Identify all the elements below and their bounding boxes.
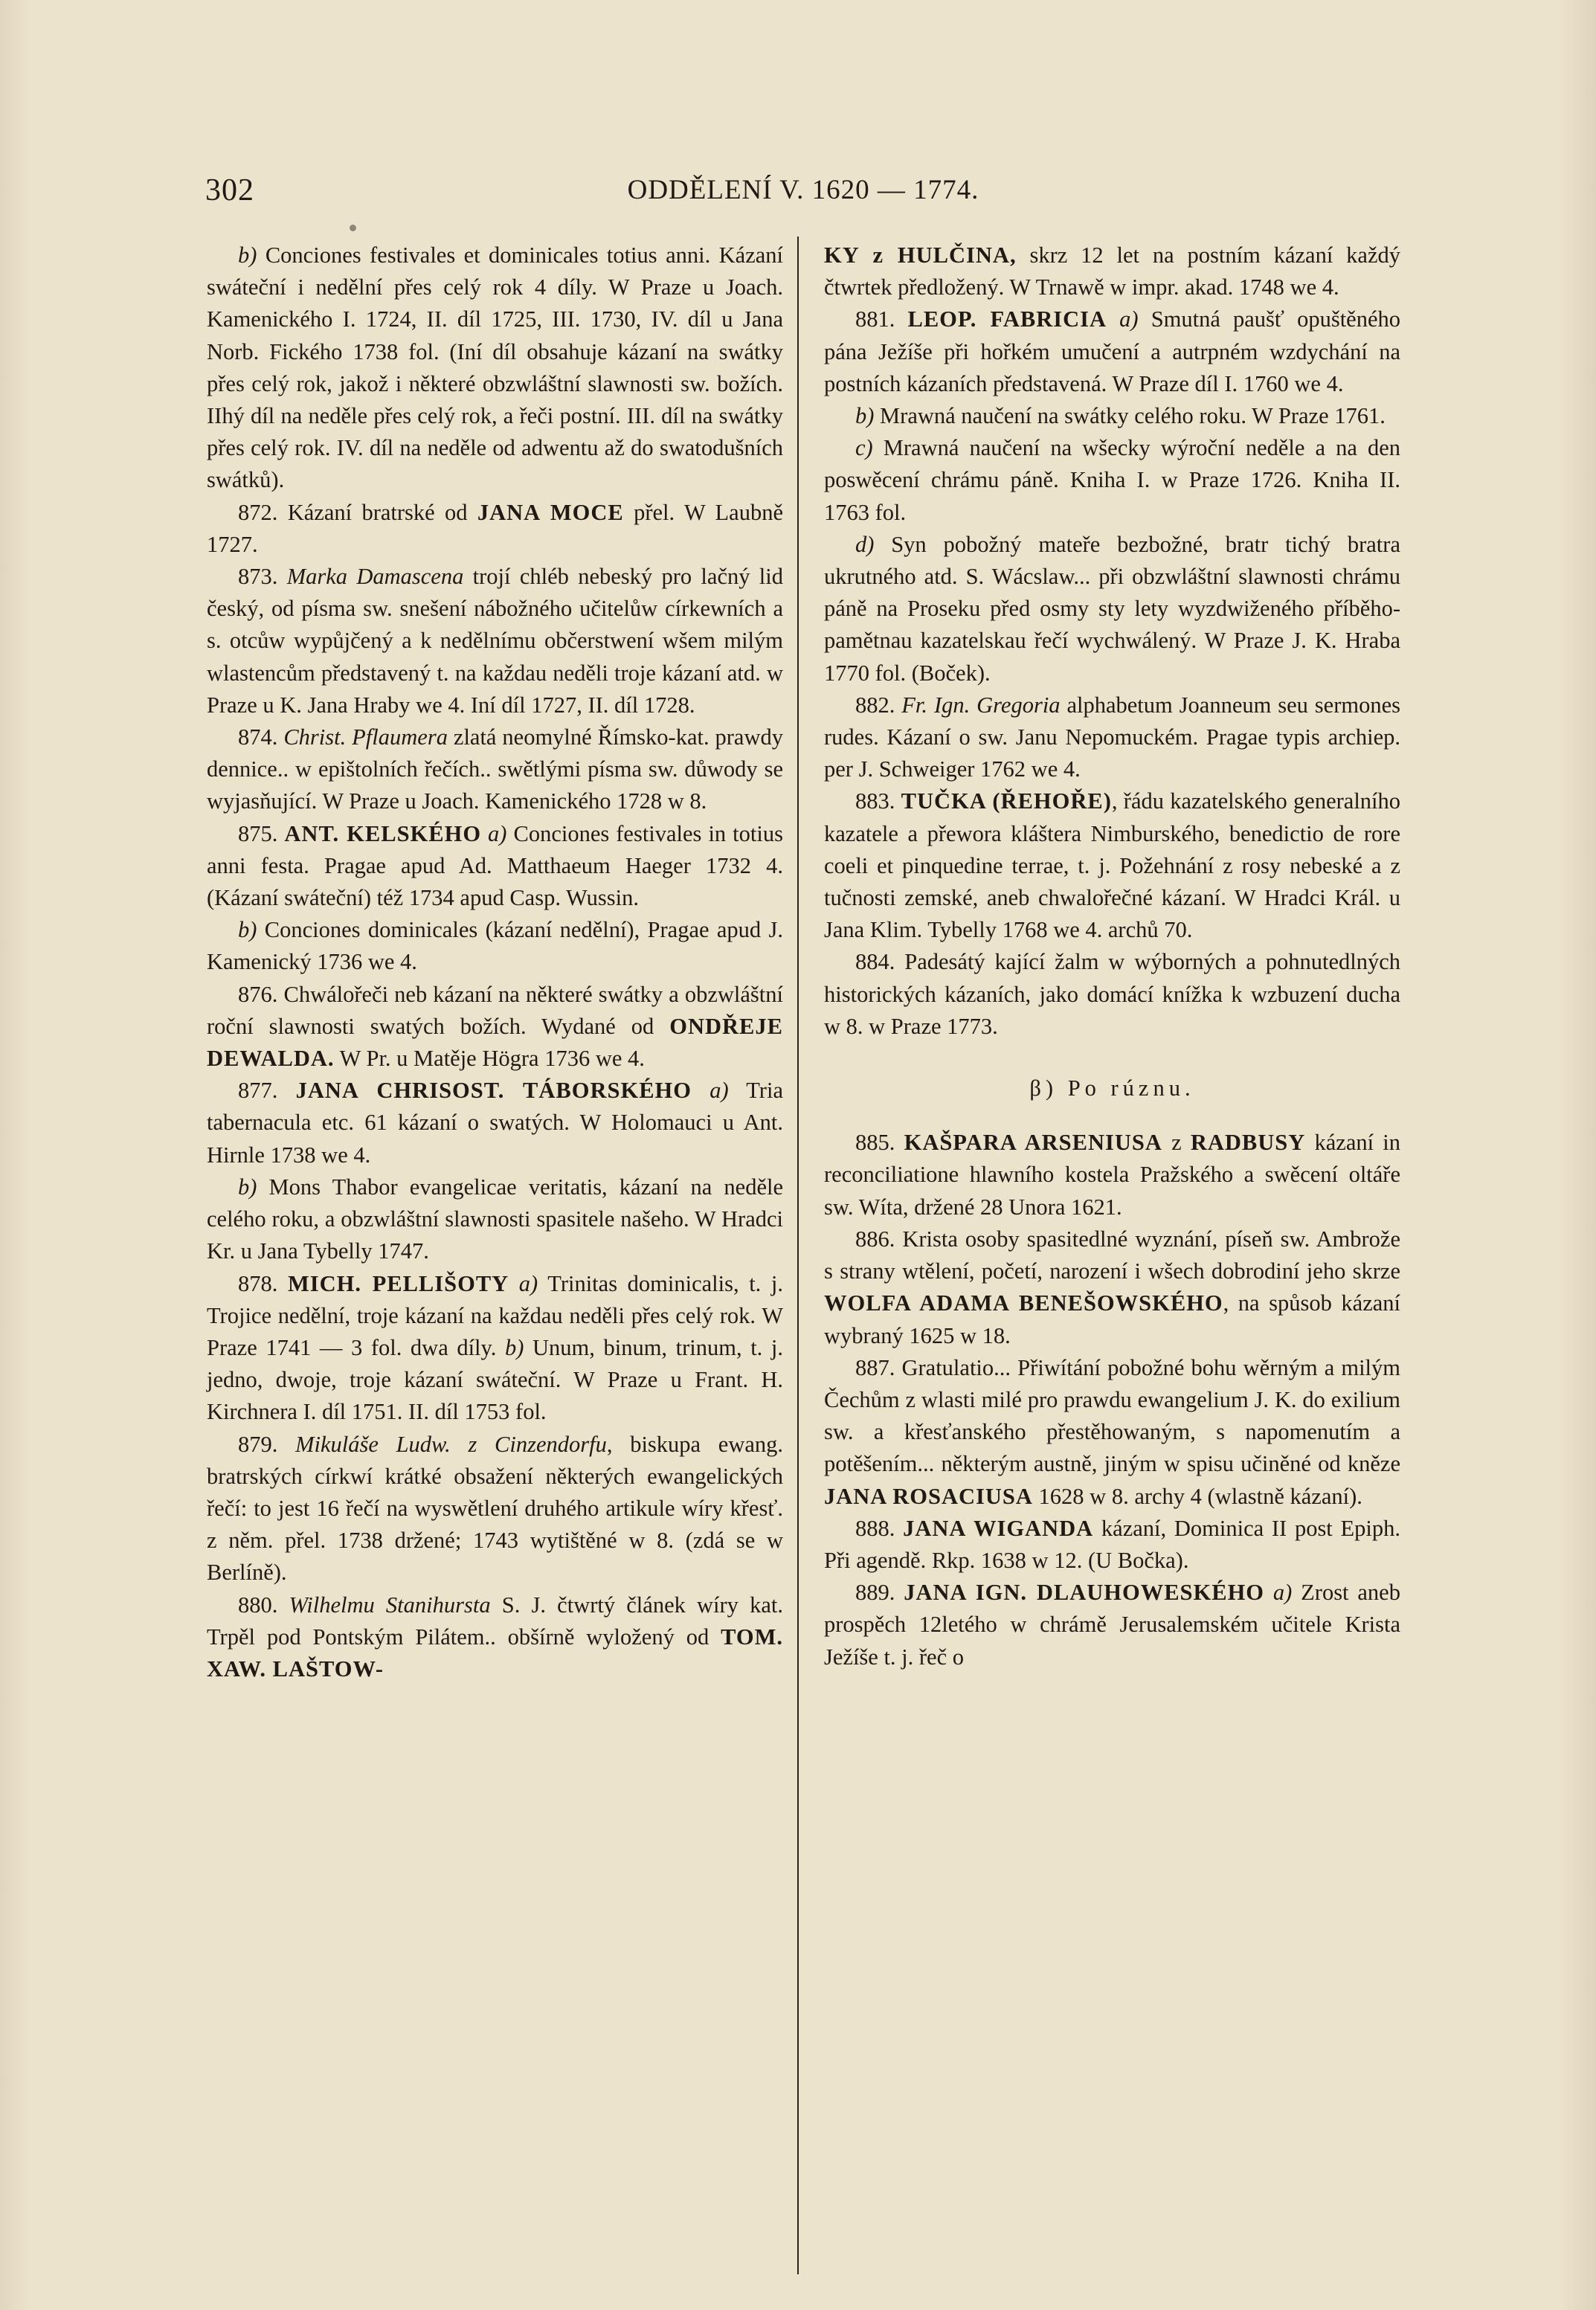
right-column [824,239,1400,1673]
italic-text: Fr. Ign. Gregoria [901,692,1061,718]
entry-text: Mons Thabor evangelicae veritatis, kázaní na neděle celého roku, a obzwláštní slawnosti spasitele našeho. W Hradci Kr. u Jana Tybelly 1747. [207,1174,783,1264]
italic-text: b) [505,1334,524,1360]
bib-entry [207,1429,783,1589]
italic-text: d) [855,531,892,557]
entry-text: zlatá neomylné Římsko-kat. prawdy dennice.. w epištolních řečích.. swětlými písma sw. důwody se wyjasňující. W Praze u Joach. Kamenického 1728 w 8. [207,724,784,814]
entry-text: kázaní in reconciliatione hlawního kostela Pražského a swěcení oltáře sw. Wíta, držené 28 Unora 1621. [824,1130,1401,1220]
author-name: JANA CHRISOST. TÁBORSKÉHO [295,1078,692,1104]
entry-text: 876. Chwálořeči neb kázaní na některé swátky a obzwláštní roční slawnosti swatých božích. Wydané od [207,981,783,1039]
author-name: ONDŘEJE DEWALDA. [207,1013,783,1072]
bib-entry [207,561,783,721]
entry-text: 872. Kázaní bratrské od [238,499,477,525]
bib-entry [824,1513,1400,1577]
bib-entry [824,689,1400,786]
running-head: ODDĚLENÍ V. 1620 — 1774. [627,175,979,205]
author-name: TUČKA (ŘEHOŘE) [901,788,1112,814]
italic-text: Christ. Pflaumera [283,724,448,750]
entry-text: 889. [855,1580,904,1606]
bib-entry [824,1223,1400,1352]
italic-text: b) [238,917,265,943]
italic-text: b) [855,403,881,429]
entry-text: S. J. čtwrtý článek wíry kat. Trpěl pod Pontským Pilátem.. obšírně wyložený od [207,1592,783,1650]
page-header [205,173,1401,217]
italic-text: Mikuláše Ludw. z Cinzendorfu [295,1431,607,1457]
italic-text: a) [1107,306,1139,332]
bib-entry [207,721,783,818]
bib-entry [207,497,783,561]
entry-text: , řádu kazatelského generalního kazatele a přewora kláštera Nimburského, benedictio de rore coeli et pinquedine terrae, t. j. Požehnání z rosy nebeské a z tučnosti zemské, aneb chwalořečné kázaní. W Hradci Král. u Jana Klim. Tybelly 1768 we 4. archů 70. [824,788,1401,943]
entry-text: 882. [855,692,902,718]
entry-text: Trinitas dominicalis, t. j. Trojice nedělní, troje kázaní na každau neděli přes celý rok. W Praze 1741 — 3 fol. dwa díly. [207,1270,783,1360]
section-subheading: β) Po rúznu. [1029,1075,1195,1101]
entry-text: W Pr. u Matěje Högra 1736 we 4. [334,1046,645,1072]
author-name: WOLFA ADAMA BENEŠOWSKÉHO [824,1290,1223,1316]
author-name: JANA WIGANDA [903,1515,1094,1541]
bib-entry [207,1171,783,1268]
entry-text: Mrawná naučení na swátky celého roku. W Praze 1761. [880,403,1386,429]
entry-text: Mrawná naučení na wšecky wýroční neděle a na den poswěcení chrámu páně. Kniha I. w Praze 1726. Kniha II. 1763 fol. [824,435,1400,525]
entry-text: 873. [238,564,287,590]
bib-entry [207,1589,783,1686]
bib-entry [824,303,1400,400]
entry-text: 888. [855,1515,904,1541]
italic-text: a) [481,820,507,846]
italic-text: Wilhelmu Stanihursta [289,1592,491,1618]
bib-entry [207,1075,783,1171]
entry-text: Conciones festivales in totius anni festa. Pragae apud Ad. Matthaeum Haeger 1732 4. (Kázaní swáteční) též 1734 apud Casp. Wussin. [207,820,783,911]
author-name: ANT. KELSKÉHO [284,820,482,846]
author-name: KY z HULČINA, [824,242,1017,268]
bib-entry [207,914,783,978]
page-number: 302 [205,173,254,207]
entry-text: 884. Padesátý kající žalm w wýborných a pohnutedlných historických kázaních, jako domácí knížka k wzbuzení ducha w 8. w Praze 1773. [824,949,1400,1039]
entry-text: Conciones festivales et dominicales totius anni. Kázaní swáteční i nedělní přes celý rok 4 díly. W Praze u Joach. Kamenického I. 1724, II. díl 1725, III. 1730, IV. díl u Jana Norb. Fického 1738 fol. (Iní díl obsahuje kázaní na swátky přes celý rok, jakož i některé obzwláštní slawnosti sw. božích. IIhý díl na neděle přes celý rok, a řeči postní. III. díl na swátky přes celý rok. IV. díl na neděle od adwentu až do swatodušních swátků). [207,242,783,493]
entry-text: 874. [238,724,284,750]
bib-entry [824,1352,1400,1513]
entry-text: 877. [238,1078,296,1104]
bib-entry [824,529,1400,689]
entry-text: , biskupa ewang. bratrských církwí krátké obsažení některých ewangelických řečí: to jest 16 řečí na wyswětlení druhého artikule wíry křesť. z něm. přel. 1738 držené; 1743 wytištěné w 8. (zdá se w Berlíně). [207,1431,784,1586]
bib-entry [207,818,783,915]
entry-text: Unum, binum, trinum, t. j. jedno, dwoje, troje kázaní swáteční. W Praze u Frant. H. Kirchnera I. díl 1751. II. díl 1753 fol. [207,1334,783,1425]
entry-text: 1628 w 8. archy 4 (wlastně kázaní). [1032,1483,1362,1509]
italic-text: a) [1264,1580,1293,1606]
entry-text: Zrost aneb prospěch 12letého w chrámě Jerusalemském učitele Krista Ježíše t. j. řeč o [824,1580,1400,1670]
bib-entry [824,1577,1400,1673]
entry-text: kázaní, Dominica II post Epiph. Při agendě. Rkp. 1638 w 12. (U Bočka). [824,1515,1401,1573]
entry-text: Tria tabernacula etc. 61 kázaní o swatých. W Holomauci u Ant. Hirnle 1738 we 4. [207,1078,783,1168]
entry-text: 886. Krista osoby spasitedlné wyznání, píseň sw. Ambrože s strany wtělení, početí, narození i wšech dobrodiní jeho skrze [824,1226,1400,1284]
entry-text: 875. [238,820,285,846]
italic-text: c) [855,435,884,461]
entry-text: alphabetum Joanneum seu sermones rudes. Kázaní o sw. Janu Nepomuckém. Pragae typis archiep. per J. Schweiger 1762 we 4. [824,692,1401,782]
bib-entry [207,239,783,497]
author-name: TOM. XAW. LAŠTOW- [207,1624,783,1682]
author-name: JANA MOCE [477,499,624,525]
author-name: LEOP. FABRICIA [907,306,1107,332]
entry-text: Syn pobožný mateře bezbožné, bratr tichý bratra ukrutného atd. S. Wácslaw... při obzwláštní slawnosti chrámu páně na Proseku před osmy sty lety wyzdwiženého příběho-pamětnau kazatelskau řečí wychwálený. W Praze J. K. Hraba 1770 fol. (Boček). [824,531,1400,686]
entry-text: , na spůsob kázaní wybraný 1625 w 18. [824,1290,1400,1348]
author-name: MICH. PELLIŠOTY [287,1270,509,1296]
entry-text: 881. [855,306,908,332]
author-name: KAŠPARA ARSENIUSA [904,1130,1162,1156]
entry-text: Conciones dominicales (kázaní nedělní), Pragae apud J. Kamenický 1736 we 4. [207,917,783,975]
bib-entry [824,1127,1400,1223]
entry-text: přel. W Laubně 1727. [207,499,784,557]
bib-entry [207,979,783,1075]
entry-text: 883. [855,788,901,814]
bib-entry [207,1268,783,1429]
bib-entry [824,239,1400,303]
author-name: JANA IGN. DLAUHOWESKÉHO [904,1580,1265,1606]
ink-speck [350,225,356,231]
entry-text: 880. [238,1592,289,1618]
italic-text: b) [238,242,266,268]
author-name: RADBUSY [1190,1130,1306,1156]
entry-text: Smutná paušť opuštěného pána Ježíše při hořkém umučení a autrpném wzdychání na postních kázaních představená. W Praze díl I. 1760 we 4. [824,306,1400,396]
entry-text: 885. [855,1130,904,1156]
entry-text: trojí chléb nebeský pro lačný lid český, od písma sw. snešení nábožného učitelůw církewních a s. otcůw wypůjčený a k nedělnímu občerstwení wšem milým wlastencům představený t. na každau neděli troje kázaní atd. w Praze u K. Jana Hraby we 4. Iní díl 1727, II. díl 1728. [207,564,784,718]
bib-entry [824,432,1400,529]
entry-text: skrz 12 let na postním kázaní každý čtwrtek předložený. W Trnawě w impr. akad. 1748 we 4. [824,242,1400,300]
italic-text: a) [692,1078,729,1104]
bib-entry [824,785,1400,946]
entry-text: 887. Gratulatio... Přiwítání pobožné bohu wěrným a milým Čechům z wlasti milé pro prawdu ewangelium J. K. do exilium sw. a křesťanského přestěhowaným, s napomenutím a potěšením... některým austně, jiným w spisu učiněné od kněze [824,1354,1400,1477]
italic-text: b) [238,1174,269,1200]
entry-text: 878. [238,1270,288,1296]
left-column [207,239,783,1685]
bib-entry [824,400,1400,432]
italic-text: Marka Damascena [286,564,464,590]
entry-text: z [1162,1130,1191,1156]
italic-text: a) [509,1270,538,1296]
author-name: JANA ROSACIUSA [824,1483,1033,1509]
entry-text: 879. [238,1431,296,1457]
bib-entry [824,946,1400,1043]
column-divider [797,237,799,2274]
